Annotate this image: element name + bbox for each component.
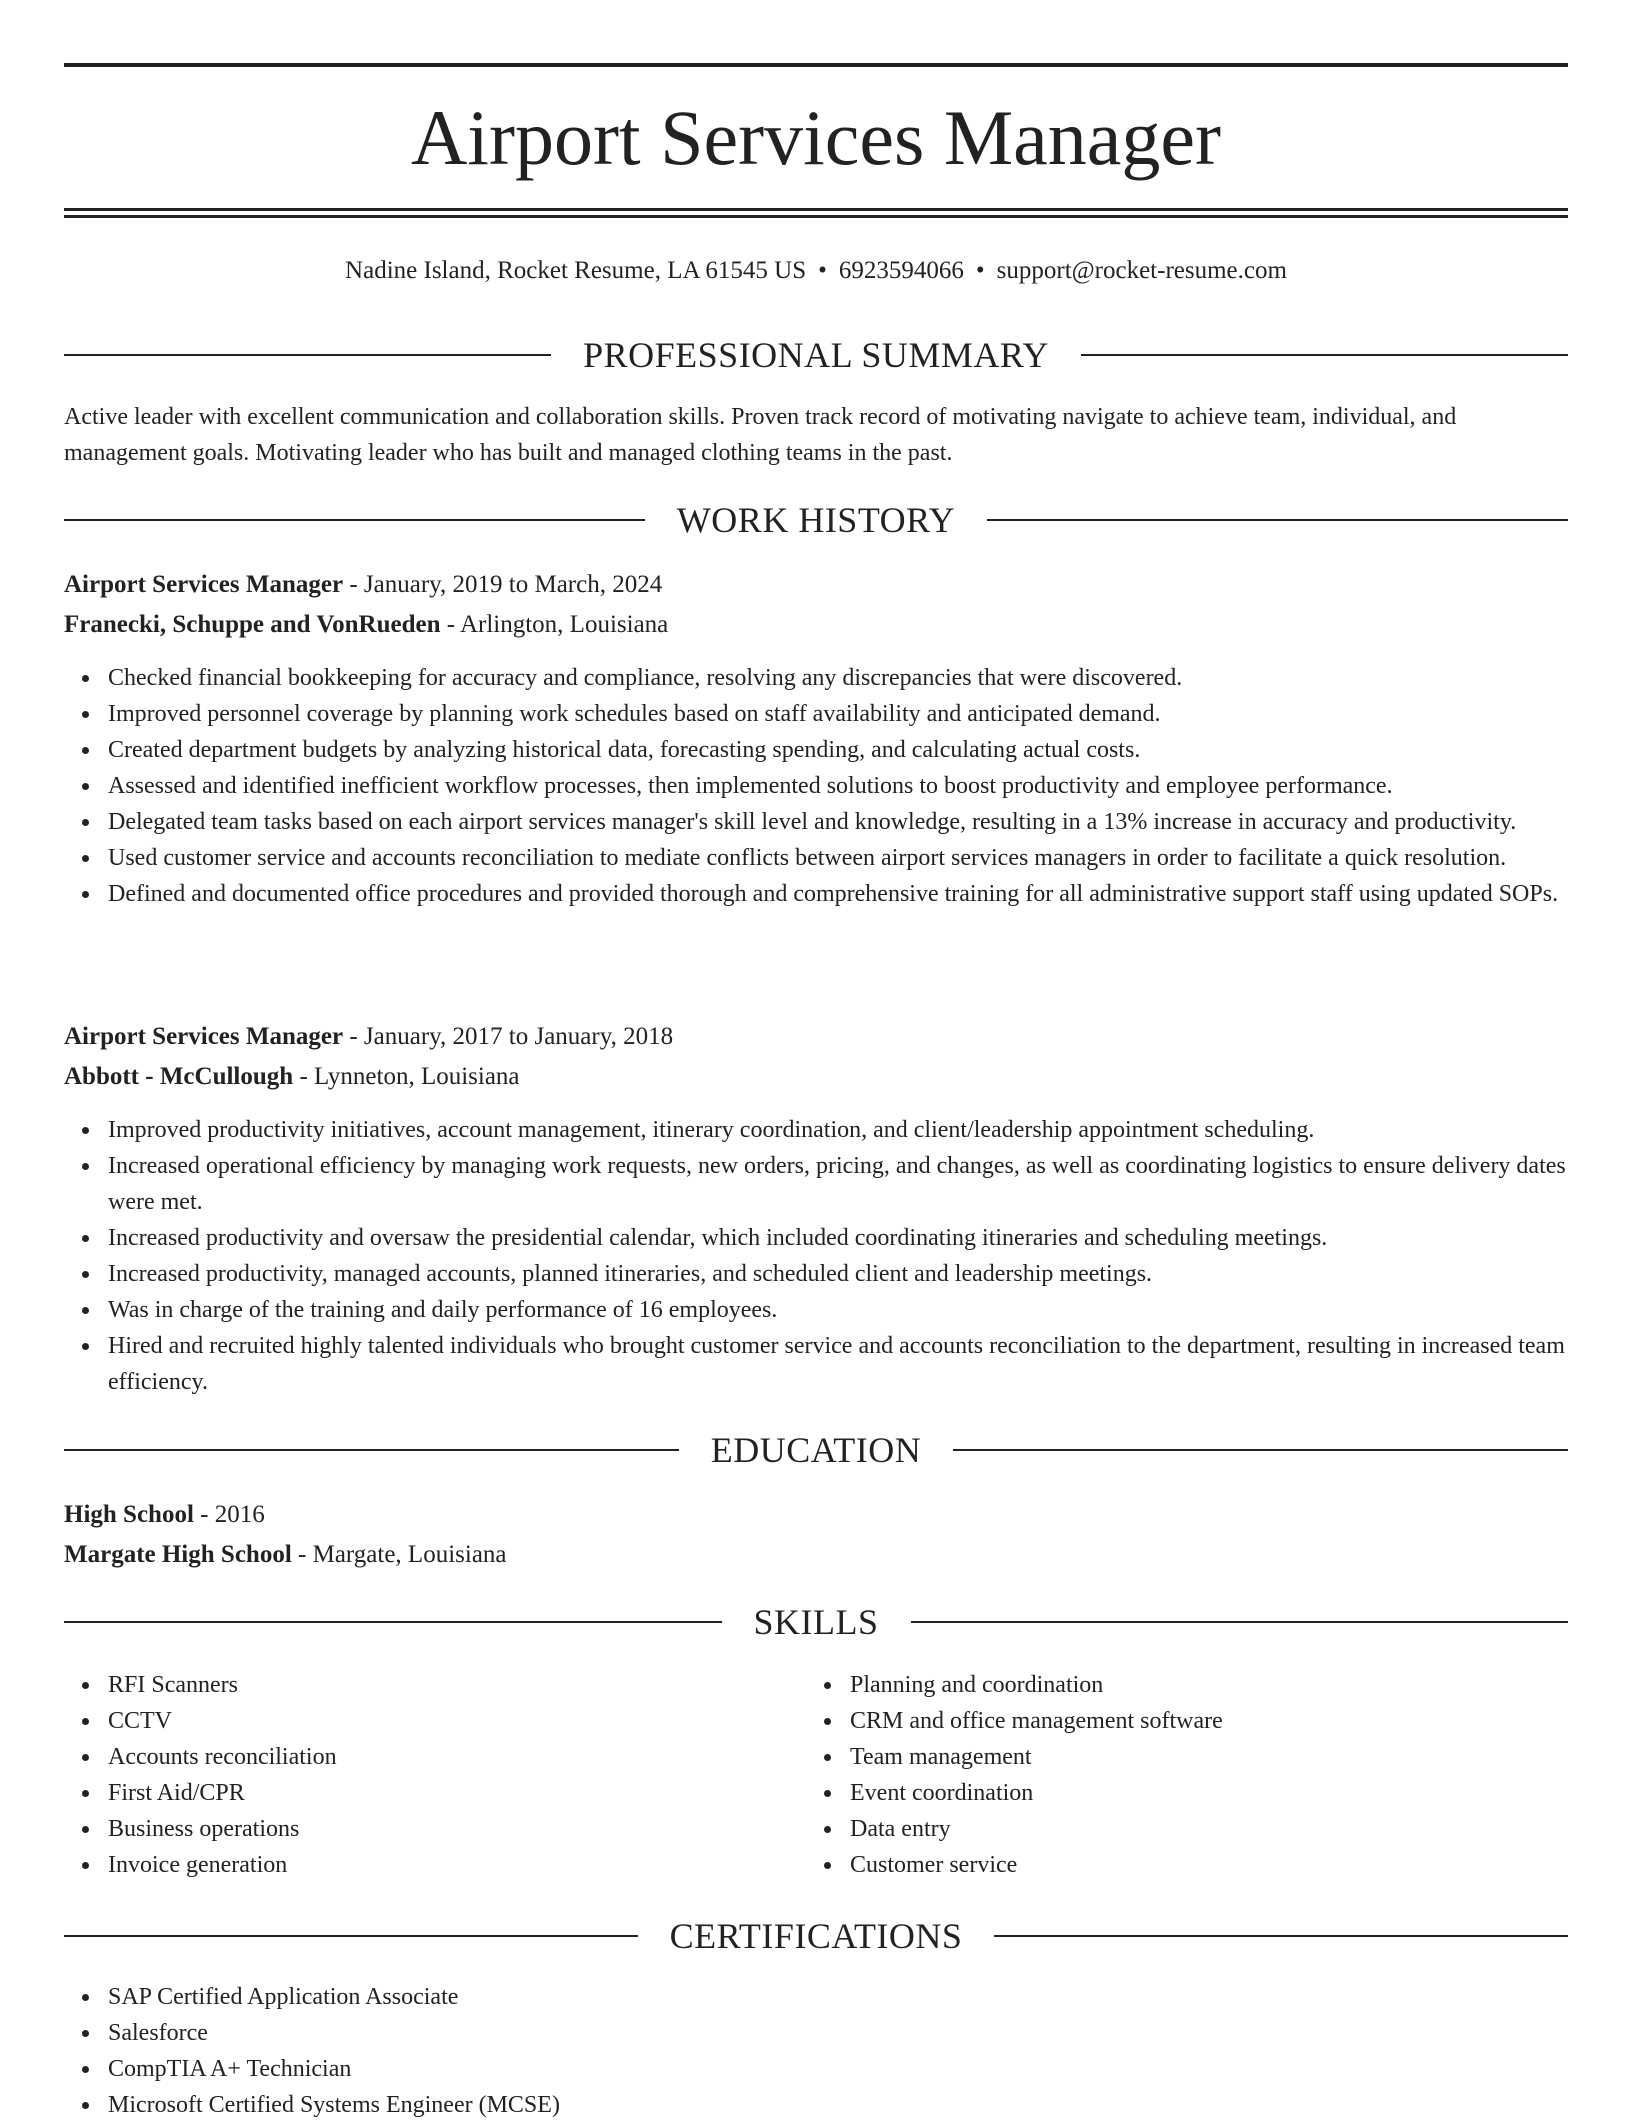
heading-rule-right [994,1935,1568,1937]
list-item: CCTV [108,1703,808,1739]
list-item: RFI Scanners [108,1667,808,1703]
job-location: - Lynneton, Louisiana [293,1063,520,1090]
list-item: Event coordination [850,1775,1550,1811]
heading-rule-left [64,1935,638,1937]
job-company-line [64,1057,1568,1097]
education-degree-line [64,1495,1568,1535]
section-title: SKILLS [753,1602,879,1642]
heading-rule-left [64,1621,722,1623]
section-heading-education [64,1428,1568,1472]
job-location: - Arlington, Louisiana [440,611,669,638]
contact-phone: 6923594066 [838,257,964,284]
list-item: Delegated team tasks based on each airport services manager's skill level and knowledge, resulting in a 13% increase in accuracy and productivity. [108,804,1568,840]
heading-rule-left [64,354,551,356]
list-item: Business operations [108,1811,808,1847]
skills-list-left [64,1667,808,1883]
job-title-line [64,1017,1568,1057]
summary-text: Active leader with excellent communication and collaboration skills. Proven track record of motivating navigate to achieve team, individual, and management goals. Motivating leader who has built and managed clothing teams in the past. [64,404,1457,466]
list-item: Team management [850,1739,1550,1775]
job-company-line [64,605,1568,645]
job-title-line [64,565,1568,605]
job-dates: - January, 2019 to March, 2024 [343,571,663,598]
title-rule-upper [64,208,1568,211]
section-heading-certifications [64,1914,1568,1958]
list-item: Assessed and identified inefficient workflow processes, then implemented solutions to boost productivity and employee performance. [108,768,1568,804]
list-item: CRM and office management software [850,1703,1550,1739]
list-item: Used customer service and accounts reconciliation to mediate conflicts between airport services managers in order to facilitate a quick resolution. [108,840,1568,876]
list-item: SAP Certified Application Associate [108,1979,1568,2015]
education-school-line [64,1535,1568,1575]
contact-line [64,253,1568,289]
top-rule [64,63,1568,67]
list-item: First Aid/CPR [108,1775,808,1811]
list-item: Checked financial bookkeeping for accuracy and compliance, resolving any discrepancies that were discovered. [108,660,1568,696]
skills-list-right [806,1667,1550,1883]
heading-rule-left [64,519,645,521]
title-rule-lower [64,215,1568,218]
list-item: Improved personnel coverage by planning work schedules based on staff availability and anticipated demand. [108,696,1568,732]
job-dates: - January, 2017 to January, 2018 [343,1023,674,1050]
job-title: Airport Services Manager [64,1023,344,1050]
section-title: EDUCATION [710,1430,922,1470]
section-title: WORK HISTORY [676,500,956,540]
education-school: Margate High School [64,1541,292,1568]
education-location: - Margate, Louisiana [291,1541,507,1568]
list-item: Defined and documented office procedures and provided thorough and comprehensive training for all administrative support staff using updated SOPs. [108,876,1568,912]
education-year: - 2016 [193,1501,265,1528]
education-degree: High School [64,1501,194,1528]
list-item: Increased operational efficiency by managing work requests, new orders, pricing, and changes, as well as coordinating logistics to ensure delivery dates were met. [108,1148,1568,1220]
heading-rule-right [987,519,1568,521]
section-heading-work [64,498,1568,542]
heading-rule-right [953,1449,1568,1451]
heading-rule-right [1081,354,1568,356]
job-bullets [64,660,1568,912]
heading-rule-left [64,1449,679,1451]
list-item: Planning and coordination [850,1667,1550,1703]
list-item: CompTIA A+ Technician [108,2051,1568,2087]
list-item: Salesforce [108,2015,1568,2051]
section-title: CERTIFICATIONS [669,1916,963,1956]
list-item: Created department budgets by analyzing historical data, forecasting spending, and calculating actual costs. [108,732,1568,768]
list-item: Improved productivity initiatives, account management, itinerary coordination, and client/leadership appointment scheduling. [108,1112,1568,1148]
contact-address: Nadine Island, Rocket Resume, LA 61545 US [345,257,807,284]
certifications-list [64,1979,1568,2123]
contact-separator: • [818,257,827,284]
list-item: Hired and recruited highly talented individuals who brought customer service and accounts reconciliation to the department, resulting in increased team efficiency. [108,1328,1568,1400]
list-item: Invoice generation [108,1847,808,1883]
contact-email: support@rocket-resume.com [996,257,1287,284]
list-item: Microsoft Certified Systems Engineer (MCSE) [108,2087,1568,2123]
list-item: Customer service [850,1847,1550,1883]
job-title: Airport Services Manager [64,571,344,598]
section-heading-summary [64,333,1568,377]
list-item: Was in charge of the training and daily performance of 16 employees. [108,1292,1568,1328]
list-item: Increased productivity, managed accounts, planned itineraries, and scheduled client and leadership meetings. [108,1256,1568,1292]
job-bullets [64,1112,1568,1400]
section-heading-skills [64,1600,1568,1644]
list-item: Increased productivity and oversaw the presidential calendar, which included coordinating itineraries and scheduling meetings. [108,1220,1568,1256]
job-company: Franecki, Schuppe and VonRueden [64,611,441,638]
contact-separator: • [975,257,985,284]
resume-title: Airport Services Manager [410,94,1222,181]
heading-rule-right [911,1621,1569,1623]
section-title: PROFESSIONAL SUMMARY [583,335,1049,375]
list-item: Accounts reconciliation [108,1739,808,1775]
job-company: Abbott - McCullough [64,1063,294,1090]
list-item: Data entry [850,1811,1550,1847]
